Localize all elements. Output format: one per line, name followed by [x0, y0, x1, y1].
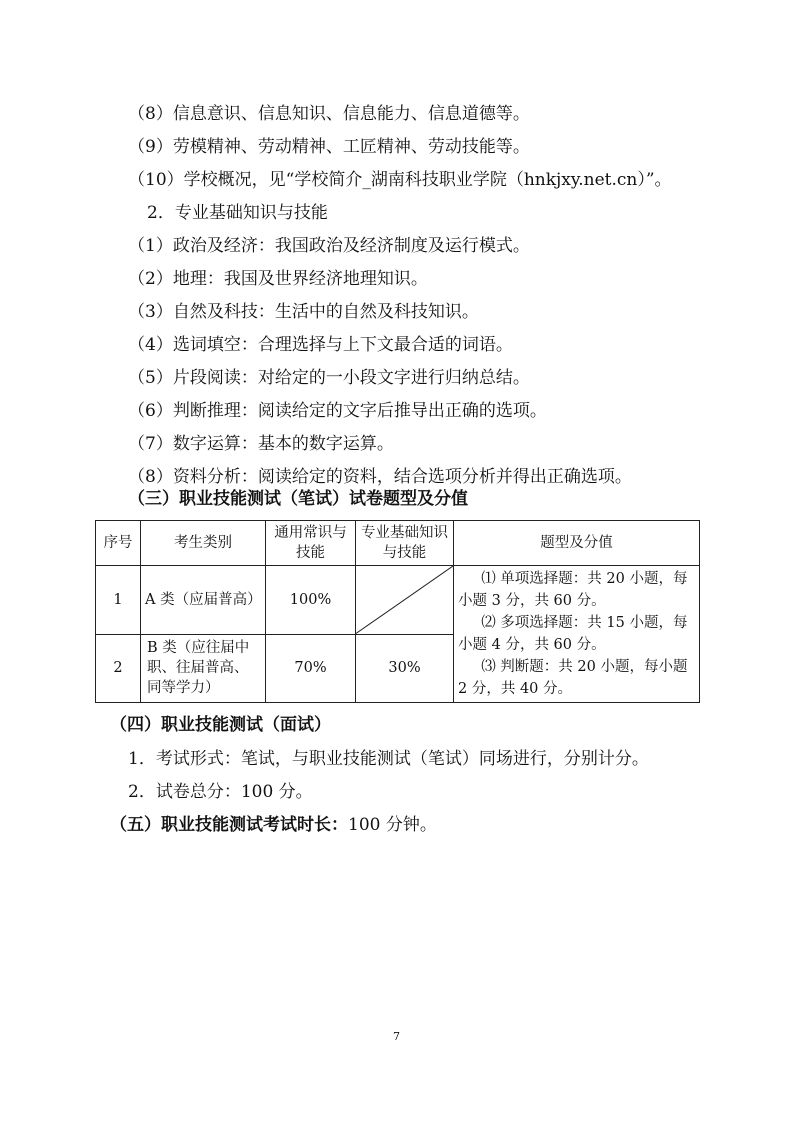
list-item: （8）信息意识、信息知识、信息能力、信息道德等。: [128, 104, 530, 124]
section-heading: [110, 815, 437, 835]
list-item: （2）地理：我国及世界经济地理知识。: [128, 269, 428, 289]
heading5-value: 100 分钟。: [348, 815, 437, 835]
table-header-cell: 题型及分值: [454, 521, 700, 566]
list-item: （9）劳模精神、劳动精神、工匠精神、劳动技能等。: [128, 137, 530, 157]
table-header-cell: 专业基础知识与技能: [356, 521, 454, 566]
page-number: 7: [393, 1030, 400, 1043]
table-header-cell: 通用常识与技能: [266, 521, 356, 566]
table-row: [96, 566, 700, 635]
table-cell-no: 1: [96, 566, 141, 635]
list-item: （4）选词填空：合理选择与上下文最合适的词语。: [128, 335, 513, 355]
table-header-cell: 序号: [96, 521, 141, 566]
list-item: 2．试卷总分：100 分。: [128, 782, 313, 802]
section-title: 2．专业基础知识与技能: [147, 203, 328, 223]
list-item: 1．考试形式：笔试，与职业技能测试（笔试）同场进行，分别计分。: [128, 749, 649, 769]
question-type-item: ⑵ 多项选择题：共 15 小题，每小题 4 分，共 60 分。: [458, 615, 688, 653]
list-item: （1）政治及经济：我国政治及经济制度及运行模式。: [128, 236, 530, 256]
section-heading: （三）职业技能测试（笔试）试卷题型及分值: [128, 489, 468, 509]
list-item: （5）片段阅读：对给定的一小段文字进行归纳总结。: [128, 368, 530, 388]
question-type-item: ⑴ 单项选择题：共 20 小题，每小题 3 分，共 60 分。: [458, 571, 688, 609]
question-type-item: ⑶ 判断题：共 20 小题，每小题 2 分，共 40 分。: [458, 659, 688, 697]
score-table: [95, 520, 700, 703]
table-cell-category: B 类（应往届中职、往届普高、同等学力）: [141, 634, 266, 703]
heading5-label: （五）职业技能测试考试时长：: [110, 815, 348, 835]
table-cell-category: A 类（应届普高）: [141, 566, 266, 635]
table-cell-no: 2: [96, 634, 141, 703]
section-heading: （四）职业技能测试（面试）: [110, 715, 331, 735]
table-cell-question-types: [454, 566, 700, 703]
table-header-row: [96, 521, 700, 566]
list-item: （8）资料分析：阅读给定的资料，结合选项分析并得出正确选项。: [128, 467, 632, 487]
table-cell-professional-empty: [356, 566, 454, 635]
diagonal-slash: [356, 566, 453, 634]
table-cell-general: 70%: [266, 634, 356, 703]
list-item: （3）自然及科技：生活中的自然及科技知识。: [128, 302, 479, 322]
list-item: （7）数字运算：基本的数字运算。: [128, 434, 394, 454]
list-item: （6）判断推理：阅读给定的文字后推导出正确的选项。: [128, 401, 547, 421]
table-cell-general: 100%: [266, 566, 356, 635]
table-cell-professional: 30%: [356, 634, 454, 703]
table-header-cell: 考生类别: [141, 521, 266, 566]
list-item: （10）学校概况，见“学校简介_湖南科技职业学院（hnkjxy.net.cn）”。: [128, 170, 672, 190]
